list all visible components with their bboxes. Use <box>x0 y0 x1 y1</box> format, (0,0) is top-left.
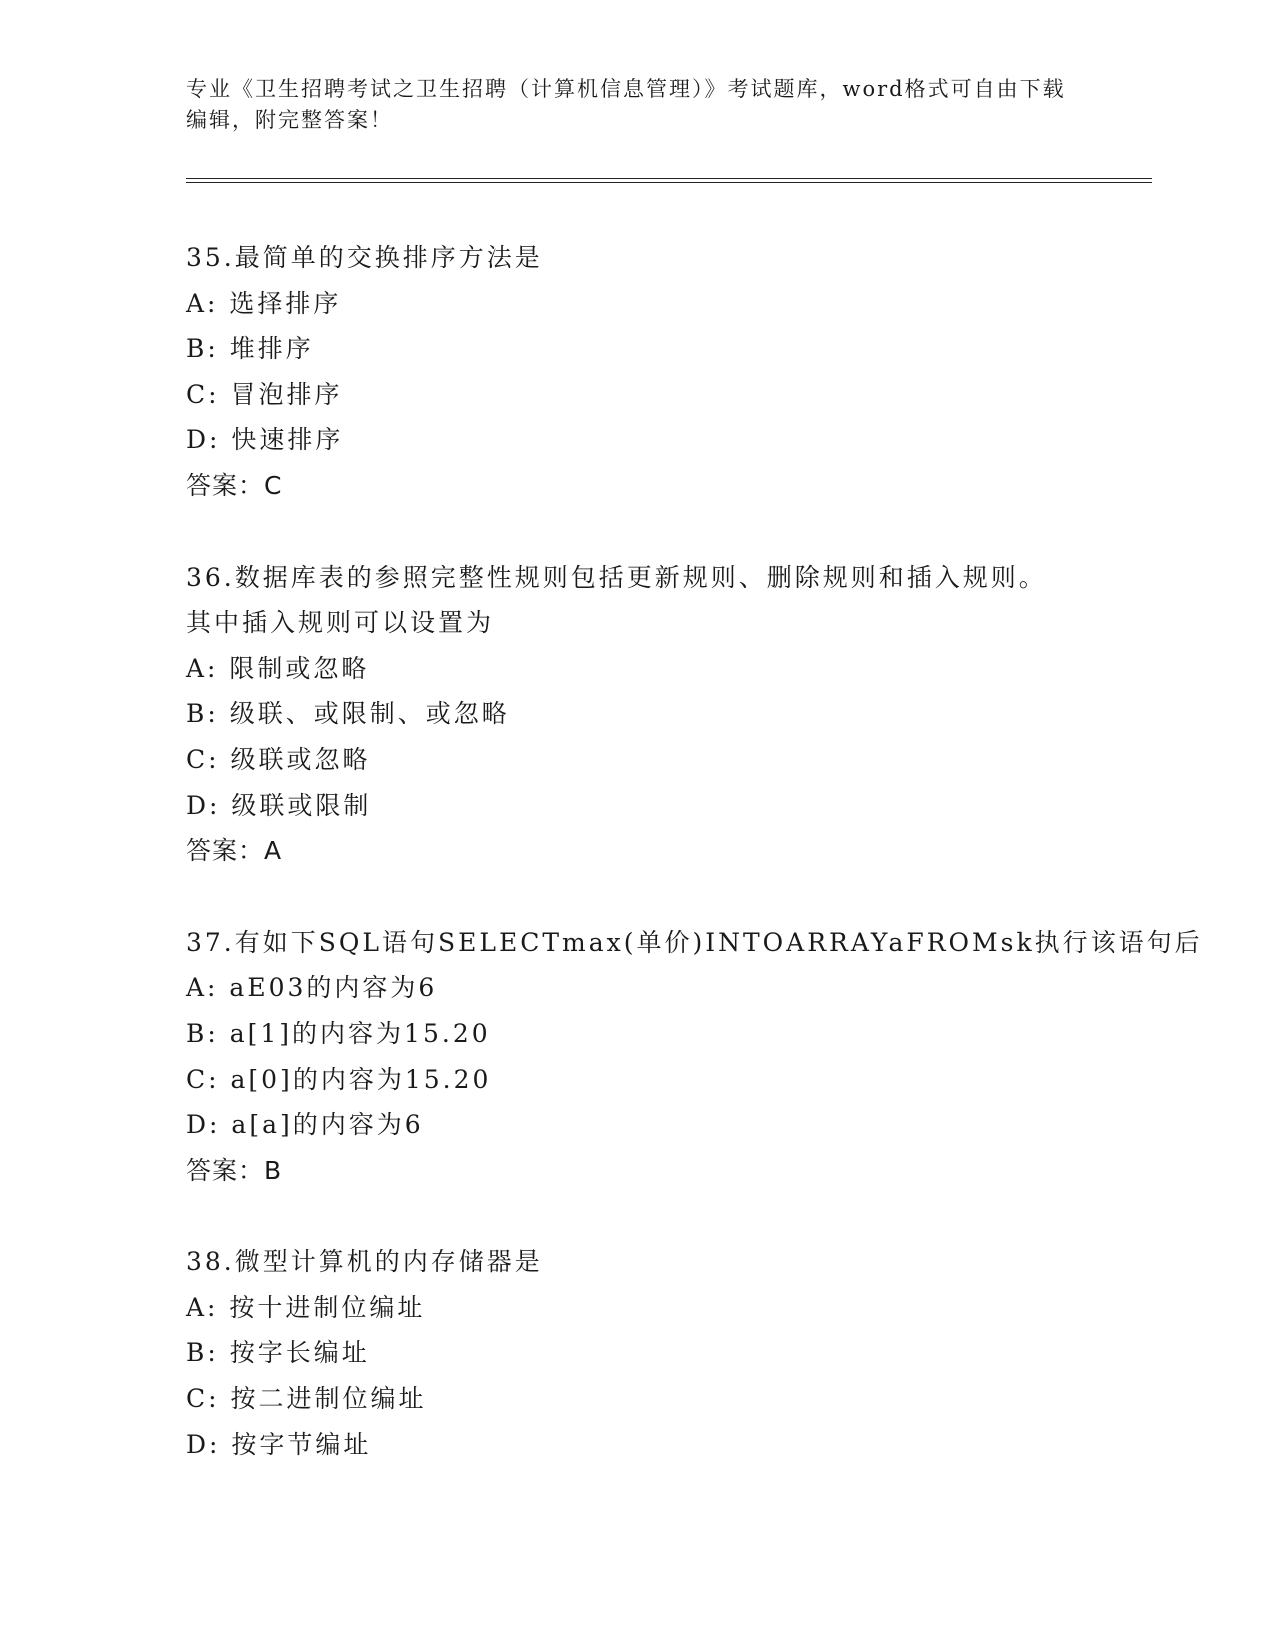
option-a: A: aE03的内容为6 <box>186 973 438 1003</box>
answer-line: 答案：B <box>186 1155 283 1185</box>
option-d: D: 级联或限制 <box>186 790 372 820</box>
answer-line: 答案：C <box>186 470 283 500</box>
question-35 <box>186 235 1146 509</box>
question-list <box>186 235 1203 1513</box>
option-c: C: 级联或忽略 <box>186 744 371 774</box>
option-b: B: 堆排序 <box>186 334 314 364</box>
option-a: A: 选择排序 <box>186 288 342 318</box>
option-c: C: 冒泡排序 <box>186 379 343 409</box>
option-a: A: 限制或忽略 <box>186 653 370 683</box>
page-header-intro: 专业《卫生招聘考试之卫生招聘（计算机信息管理）》考试题库，word格式可自由下载编辑，附完整答案！ <box>186 77 1066 132</box>
question-38 <box>186 1239 1146 1467</box>
header-double-rule <box>186 178 1152 183</box>
option-d: D: 按字节编址 <box>186 1429 372 1459</box>
question-stem: 38.微型计算机的内存储器是 <box>186 1247 543 1277</box>
option-c: C: a[0]的内容为15.20 <box>186 1064 492 1094</box>
question-stem-continued: 其中插入规则可以设置为 <box>186 608 495 638</box>
answer-line: 答案：A <box>186 836 283 866</box>
question-stem: 36.数据库表的参照完整性规则包括更新规则、删除规则和插入规则。 <box>186 562 1047 592</box>
option-a: A: 按十进制位编址 <box>186 1292 426 1322</box>
option-b: B: a[1]的内容为15.20 <box>186 1018 491 1048</box>
question-stem: 35.最简单的交换排序方法是 <box>186 243 543 272</box>
question-stem: 37.有如下SQL语句SELECTmax(单价)INTOARRAYaFROMsk执行该语句后 <box>186 927 1203 957</box>
option-c: C: 按二进制位编址 <box>186 1384 427 1414</box>
option-b: B: 按字长编址 <box>186 1338 370 1368</box>
question-37 <box>186 920 1203 1194</box>
question-36 <box>186 555 1146 874</box>
option-d: D: 快速排序 <box>186 425 344 455</box>
option-b: B: 级联、或限制、或忽略 <box>186 699 510 729</box>
option-d: D: a[a]的内容为6 <box>186 1110 424 1140</box>
